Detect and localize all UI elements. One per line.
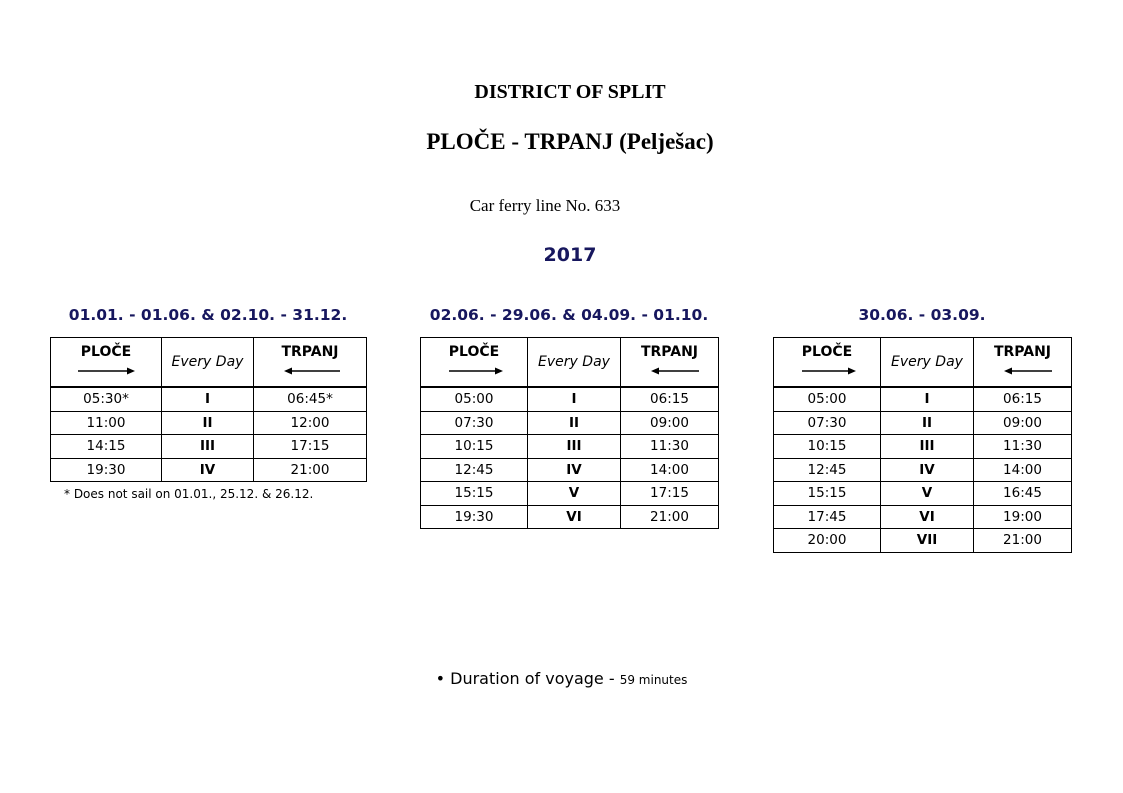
duration-label: Duration of voyage -: [450, 669, 615, 688]
trip-number: III: [528, 435, 621, 459]
arrival-time: 21:00: [974, 529, 1072, 553]
season-period-3: 30.06. - 03.09.: [858, 306, 986, 324]
arrival-time: 06:45*: [254, 387, 367, 411]
table-row: [421, 435, 719, 459]
arrival-time: 06:15: [621, 387, 719, 411]
from-port-label: PLOČE: [80, 344, 132, 360]
table-row: [421, 458, 719, 482]
arrival-time: 12:00: [254, 411, 367, 435]
arrival-time: 09:00: [974, 411, 1072, 435]
arrival-time: 06:15: [974, 387, 1072, 411]
duration-value: 59 minutes: [619, 673, 688, 687]
table-row: [421, 505, 719, 529]
timetable-header: [774, 338, 1072, 388]
timetable-header: [51, 338, 367, 388]
arrival-time: 14:00: [621, 458, 719, 482]
season-period-1: 01.01. - 01.06. & 02.10. - 31.12.: [68, 306, 348, 324]
departure-time: 05:00: [774, 387, 881, 411]
arrival-time: 17:15: [254, 435, 367, 459]
arrival-time: 11:30: [621, 435, 719, 459]
trip-number: II: [881, 411, 974, 435]
every-day-label: Every Day: [538, 353, 610, 370]
district-title: DISTRICT OF SPLIT: [474, 81, 666, 103]
table-row: [51, 387, 367, 411]
every-day-label: Every Day: [891, 353, 963, 370]
departure-time: 19:30: [421, 505, 528, 529]
header-every-day: [528, 338, 621, 388]
trip-number: IV: [881, 458, 974, 482]
table-row: [774, 482, 1072, 506]
arrival-time: 09:00: [621, 411, 719, 435]
timetable-3: [773, 337, 1072, 553]
trip-number: IV: [528, 458, 621, 482]
table-row: [774, 387, 1072, 411]
table-row: [51, 435, 367, 459]
header-to: [254, 338, 367, 388]
departure-time: 07:30: [774, 411, 881, 435]
timetable-header: [421, 338, 719, 388]
departure-time: 10:15: [421, 435, 528, 459]
header-every-day: [881, 338, 974, 388]
departure-time: 05:30*: [51, 387, 162, 411]
departure-time: 07:30: [421, 411, 528, 435]
header-to: [974, 338, 1072, 388]
header-from: [774, 338, 881, 388]
table-row: [421, 411, 719, 435]
arrow-right-icon: [421, 366, 528, 376]
table-row: [51, 458, 367, 482]
timetable-2: [420, 337, 719, 529]
to-port-label: TRPANJ: [281, 344, 339, 360]
from-port-label: PLOČE: [448, 344, 500, 360]
trip-number: II: [528, 411, 621, 435]
arrow-left-icon: [974, 366, 1072, 376]
every-day-label: Every Day: [171, 353, 244, 370]
departure-time: 12:45: [774, 458, 881, 482]
arrow-right-icon: [774, 366, 881, 376]
table-row: [774, 505, 1072, 529]
header-to: [621, 338, 719, 388]
table-row: [774, 529, 1072, 553]
season-period-2: 02.06. - 29.06. & 04.09. - 01.10.: [429, 306, 709, 324]
table-row: [774, 458, 1072, 482]
arrival-time: 21:00: [254, 458, 367, 482]
trip-number: VII: [881, 529, 974, 553]
trip-number: I: [528, 387, 621, 411]
year-title: 2017: [543, 244, 597, 266]
departure-time: 15:15: [774, 482, 881, 506]
footnote: * Does not sail on 01.01., 25.12. & 26.12.: [64, 487, 314, 501]
departure-time: 10:15: [774, 435, 881, 459]
table-row: [421, 482, 719, 506]
arrival-time: 11:30: [974, 435, 1072, 459]
table-row: [421, 387, 719, 411]
departure-time: 20:00: [774, 529, 881, 553]
departure-time: 05:00: [421, 387, 528, 411]
arrival-time: 16:45: [974, 482, 1072, 506]
trip-number: III: [162, 435, 254, 459]
to-port-label: TRPANJ: [640, 344, 699, 360]
departure-time: 19:30: [51, 458, 162, 482]
route-title: PLOČE - TRPANJ (Pelješac): [426, 129, 714, 154]
departure-time: 17:45: [774, 505, 881, 529]
trip-number: VI: [881, 505, 974, 529]
arrival-time: 14:00: [974, 458, 1072, 482]
arrow-left-icon: [621, 366, 719, 376]
trip-number: VI: [528, 505, 621, 529]
trip-number: V: [881, 482, 974, 506]
ferry-line-number: Car ferry line No. 633: [469, 196, 621, 215]
bullet-icon: •: [435, 669, 446, 688]
table-row: [774, 435, 1072, 459]
voyage-duration: [0, 669, 1123, 688]
trip-number: I: [162, 387, 254, 411]
header-from: [421, 338, 528, 388]
departure-time: 15:15: [421, 482, 528, 506]
header-every-day: [162, 338, 254, 388]
arrow-right-icon: [51, 366, 162, 376]
trip-number: V: [528, 482, 621, 506]
arrival-time: 17:15: [621, 482, 719, 506]
trip-number: III: [881, 435, 974, 459]
departure-time: 14:15: [51, 435, 162, 459]
trip-number: II: [162, 411, 254, 435]
timetable-1: [50, 337, 367, 482]
to-port-label: TRPANJ: [993, 344, 1052, 360]
arrival-time: 21:00: [621, 505, 719, 529]
table-row: [51, 411, 367, 435]
departure-time: 11:00: [51, 411, 162, 435]
arrow-left-icon: [254, 366, 367, 376]
departure-time: 12:45: [421, 458, 528, 482]
trip-number: IV: [162, 458, 254, 482]
trip-number: I: [881, 387, 974, 411]
arrival-time: 19:00: [974, 505, 1072, 529]
from-port-label: PLOČE: [801, 344, 853, 360]
header-from: [51, 338, 162, 388]
table-row: [774, 411, 1072, 435]
